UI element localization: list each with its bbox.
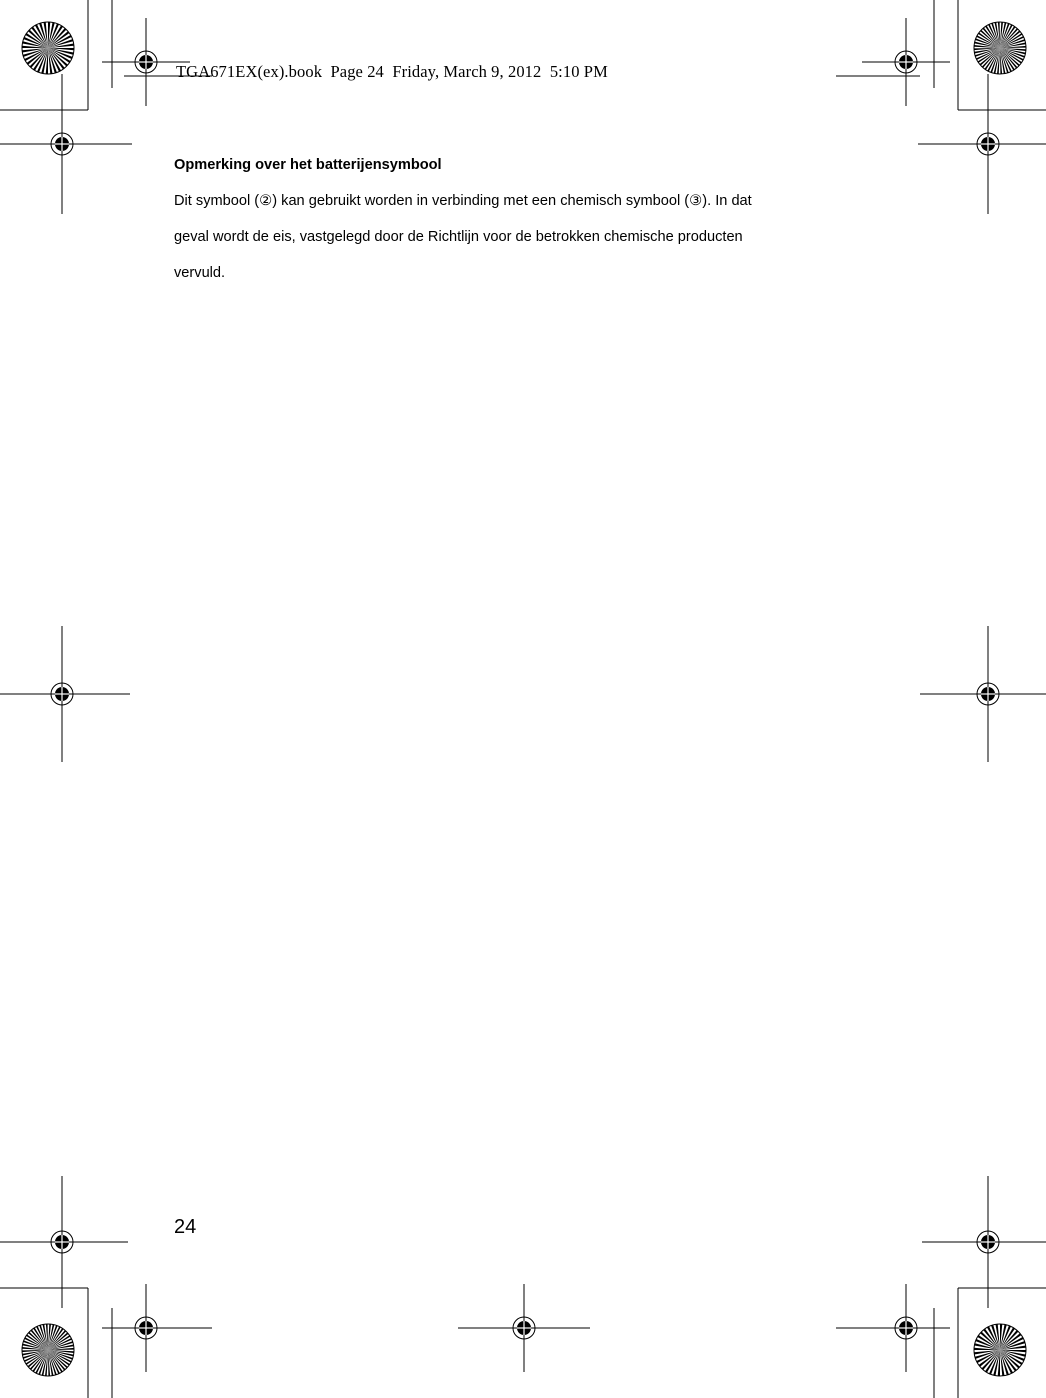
print-slug-header: TGA671EX(ex).book Page 24 Friday, March 9, 2012 5:10 PM bbox=[176, 62, 608, 81]
registration-crosshair-icon bbox=[918, 74, 1046, 214]
registration-crosshair-icon bbox=[0, 74, 132, 214]
starburst-target-icon bbox=[974, 22, 1026, 74]
note-body-line: Dit symbool (②) kan gebruikt worden in verbinding met een chemisch symbool (③). In dat bbox=[174, 193, 752, 209]
battery-symbol-note bbox=[174, 156, 894, 300]
registration-crosshair-icon bbox=[102, 1284, 190, 1372]
registration-crosshair-icon bbox=[920, 626, 1046, 762]
note-title: Opmerking over het batterijensymbool bbox=[174, 157, 442, 173]
starburst-target-icon bbox=[22, 1324, 74, 1376]
page-number: 24 bbox=[174, 1216, 197, 1238]
starburst-target-icon bbox=[22, 22, 74, 74]
registration-crosshair-icon bbox=[0, 626, 130, 762]
registration-crosshair-icon bbox=[862, 1284, 950, 1372]
registration-crosshair-icon bbox=[480, 1284, 568, 1372]
starburst-target-icon bbox=[974, 1324, 1026, 1376]
note-body-line: geval wordt de eis, vastgelegd door de Richtlijn voor de betrokken chemische producten bbox=[174, 229, 743, 245]
note-body bbox=[174, 174, 894, 300]
note-body-line: vervuld. bbox=[174, 265, 226, 281]
registration-crosshair-icon bbox=[862, 18, 950, 106]
